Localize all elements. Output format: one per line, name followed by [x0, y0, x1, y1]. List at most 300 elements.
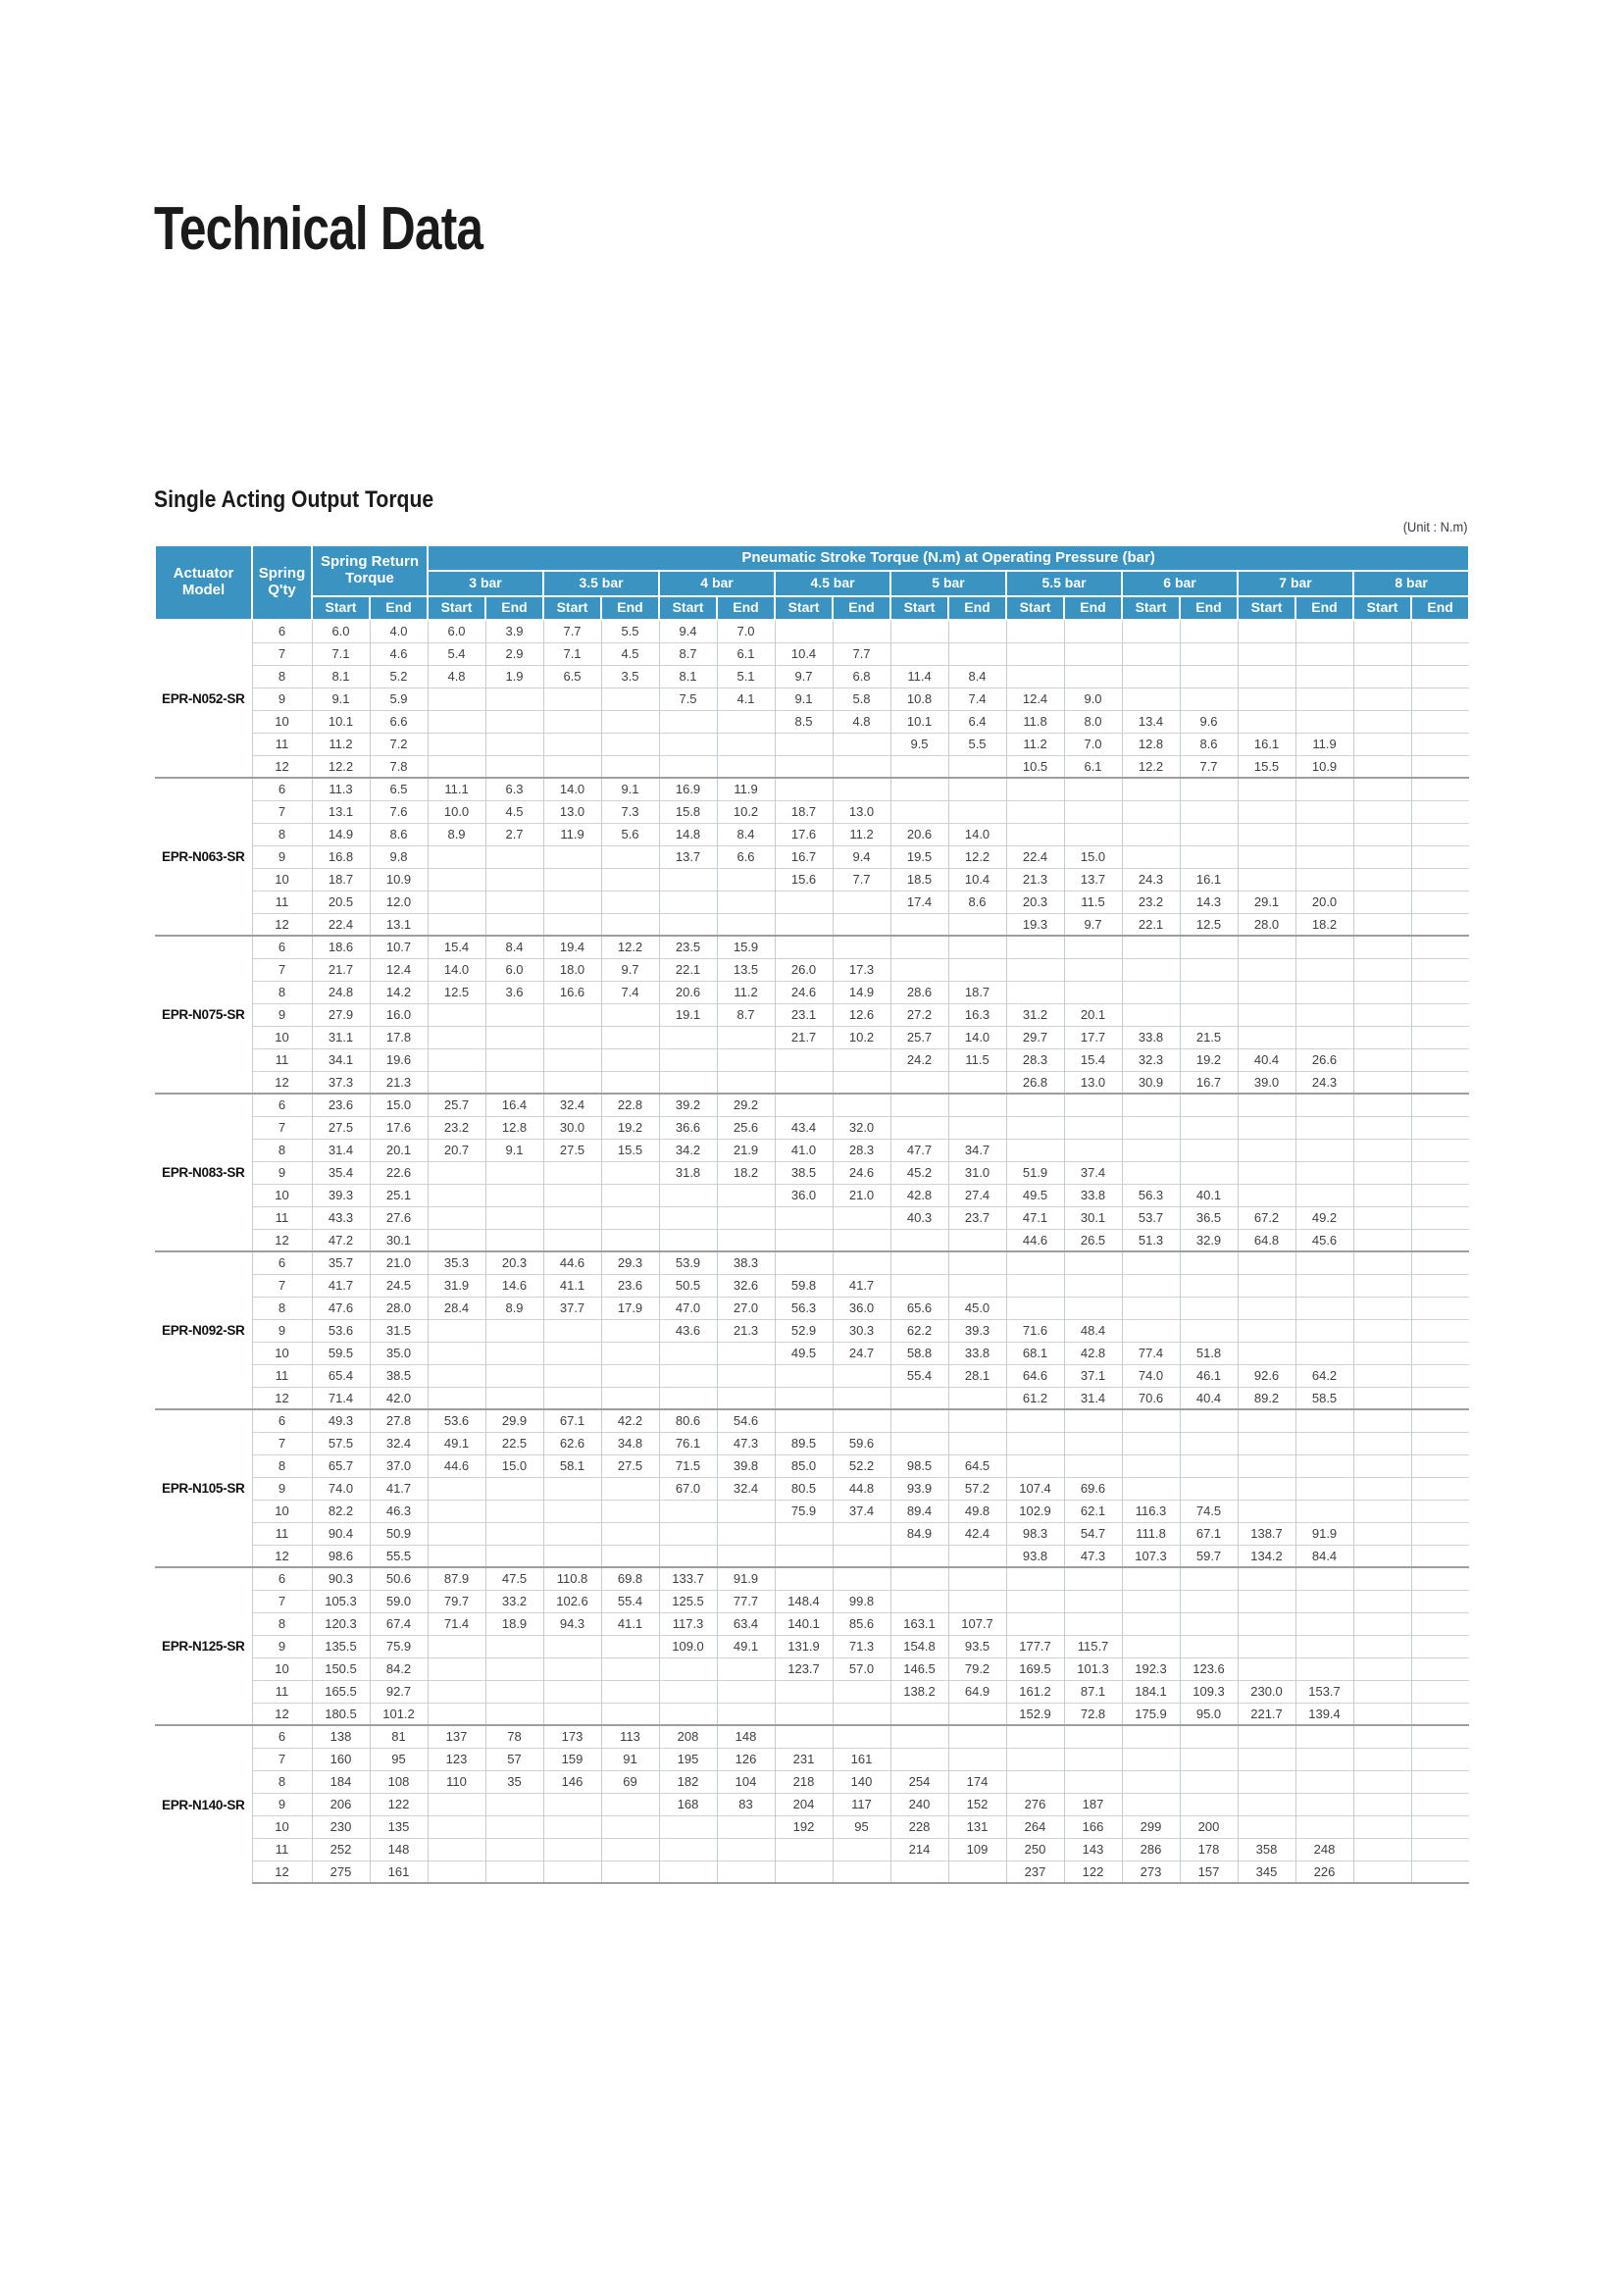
torque-value-cell [1238, 1094, 1295, 1116]
torque-value-cell: 12.2 [601, 936, 659, 958]
torque-value-cell: 19.2 [1180, 1048, 1238, 1071]
torque-value-cell: 102.6 [543, 1590, 601, 1612]
torque-value-cell: 15.4 [1064, 1048, 1122, 1071]
torque-value-cell: 58.5 [1295, 1387, 1353, 1409]
torque-value-cell [485, 1635, 543, 1657]
torque-value-cell [485, 1229, 543, 1251]
torque-value-cell [1122, 823, 1180, 845]
torque-value-cell: 74.0 [1122, 1364, 1180, 1387]
torque-value-cell: 37.1 [1064, 1364, 1122, 1387]
spring-return-start-cell: 34.1 [312, 1048, 370, 1071]
torque-value-cell: 15.5 [1238, 755, 1295, 778]
torque-value-cell: 17.9 [601, 1297, 659, 1319]
torque-value-cell [428, 688, 485, 710]
spring-qty-cell: 6 [252, 936, 312, 958]
torque-value-cell [543, 1048, 601, 1071]
torque-value-cell [1295, 1297, 1353, 1319]
torque-row [155, 642, 1469, 665]
torque-value-cell: 214 [890, 1838, 948, 1860]
torque-value-cell [1006, 1454, 1064, 1477]
torque-value-cell: 19.4 [543, 936, 601, 958]
torque-value-cell: 27.2 [890, 1003, 948, 1026]
torque-row [155, 1500, 1469, 1522]
torque-value-cell: 200 [1180, 1815, 1238, 1838]
torque-value-cell [485, 1657, 543, 1680]
torque-row [155, 1364, 1469, 1387]
torque-value-cell: 67.2 [1238, 1206, 1295, 1229]
torque-value-cell: 7.1 [543, 642, 601, 665]
torque-value-cell: 10.5 [1006, 755, 1064, 778]
torque-value-cell: 8.1 [659, 665, 717, 688]
torque-table-body [155, 620, 1469, 1883]
torque-value-cell: 71.3 [833, 1635, 890, 1657]
torque-row [155, 936, 1469, 958]
torque-value-cell [1238, 1657, 1295, 1680]
spring-return-end-cell: 38.5 [370, 1364, 428, 1387]
torque-value-cell: 9.1 [485, 1139, 543, 1161]
torque-value-cell [543, 688, 601, 710]
spring-return-start-cell: 82.2 [312, 1500, 370, 1522]
torque-value-cell [833, 1545, 890, 1567]
torque-value-cell [659, 1860, 717, 1883]
torque-value-cell [890, 913, 948, 936]
torque-value-cell [601, 891, 659, 913]
torque-value-cell [775, 1545, 833, 1567]
torque-value-cell: 7.0 [717, 620, 775, 642]
torque-value-cell: 228 [890, 1815, 948, 1838]
start-col-header: Start [312, 596, 370, 620]
torque-value-cell: 14.8 [659, 823, 717, 845]
spring-qty-cell: 8 [252, 1297, 312, 1319]
pressure-col-header-8: 8 bar [1353, 571, 1469, 596]
torque-value-cell: 25.6 [717, 1116, 775, 1139]
spring-return-start-cell: 37.3 [312, 1071, 370, 1094]
torque-value-cell [948, 1590, 1006, 1612]
torque-value-cell: 39.2 [659, 1094, 717, 1116]
torque-value-cell: 89.5 [775, 1432, 833, 1454]
torque-value-cell: 41.1 [543, 1274, 601, 1297]
spring-qty-cell: 9 [252, 1003, 312, 1026]
torque-value-cell [717, 1545, 775, 1567]
torque-value-cell [659, 1229, 717, 1251]
torque-value-cell [1411, 958, 1469, 981]
torque-value-cell [1353, 1793, 1411, 1815]
torque-value-cell [833, 1364, 890, 1387]
torque-value-cell [1122, 1612, 1180, 1635]
spring-return-end-cell: 25.1 [370, 1184, 428, 1206]
torque-value-cell [1238, 1342, 1295, 1364]
torque-value-cell [1064, 1094, 1122, 1116]
torque-value-cell: 6.1 [1064, 755, 1122, 778]
torque-value-cell: 65.6 [890, 1297, 948, 1319]
spring-return-end-cell: 10.7 [370, 936, 428, 958]
torque-value-cell [1180, 936, 1238, 958]
torque-value-cell [1122, 800, 1180, 823]
torque-value-cell [1238, 1116, 1295, 1139]
torque-value-cell [485, 1342, 543, 1364]
spring-return-end-cell: 50.6 [370, 1567, 428, 1590]
torque-value-cell [485, 1003, 543, 1026]
torque-row [155, 710, 1469, 733]
torque-value-cell [948, 642, 1006, 665]
torque-value-cell [1411, 1116, 1469, 1139]
torque-value-cell: 16.6 [543, 981, 601, 1003]
torque-value-cell: 18.2 [717, 1161, 775, 1184]
spring-return-start-cell: 160 [312, 1748, 370, 1770]
torque-value-cell [775, 1522, 833, 1545]
torque-value-cell: 20.0 [1295, 891, 1353, 913]
spring-return-start-cell: 47.6 [312, 1297, 370, 1319]
torque-value-cell: 56.3 [775, 1297, 833, 1319]
spring-return-start-cell: 65.4 [312, 1364, 370, 1387]
torque-value-cell: 33.2 [485, 1590, 543, 1612]
torque-value-cell [775, 620, 833, 642]
spring-qty-cell: 9 [252, 1793, 312, 1815]
torque-value-cell: 20.7 [428, 1139, 485, 1161]
torque-value-cell [1411, 868, 1469, 891]
spring-qty-cell: 8 [252, 1139, 312, 1161]
torque-value-cell [1122, 1409, 1180, 1432]
torque-value-cell [717, 913, 775, 936]
torque-value-cell: 76.1 [659, 1432, 717, 1454]
torque-value-cell [428, 1680, 485, 1703]
torque-value-cell: 6.6 [717, 845, 775, 868]
torque-value-cell [717, 868, 775, 891]
torque-value-cell: 8.6 [1180, 733, 1238, 755]
torque-value-cell: 59.8 [775, 1274, 833, 1297]
torque-value-cell [717, 1342, 775, 1364]
torque-value-cell [1353, 1522, 1411, 1545]
torque-value-cell: 20.3 [485, 1251, 543, 1274]
torque-value-cell: 187 [1064, 1793, 1122, 1815]
torque-value-cell [1006, 1251, 1064, 1274]
spring-return-start-cell: 14.9 [312, 823, 370, 845]
torque-value-cell [1411, 1048, 1469, 1071]
torque-value-cell [485, 868, 543, 891]
torque-value-cell: 10.2 [833, 1026, 890, 1048]
torque-value-cell [717, 1048, 775, 1071]
torque-row [155, 1184, 1469, 1206]
spring-return-start-cell: 43.3 [312, 1206, 370, 1229]
torque-value-cell: 78 [485, 1725, 543, 1748]
torque-row [155, 1071, 1469, 1094]
torque-value-cell [1295, 1477, 1353, 1500]
torque-value-cell [717, 1500, 775, 1522]
torque-value-cell: 44.6 [1006, 1229, 1064, 1251]
torque-value-cell: 134.2 [1238, 1545, 1295, 1567]
torque-value-cell [1353, 1748, 1411, 1770]
torque-value-cell: 28.3 [1006, 1048, 1064, 1071]
torque-value-cell [428, 1319, 485, 1342]
spring-qty-cell: 9 [252, 1319, 312, 1342]
torque-value-cell: 254 [890, 1770, 948, 1793]
torque-value-cell [1353, 1387, 1411, 1409]
torque-value-cell: 95 [833, 1815, 890, 1838]
torque-value-cell: 49.1 [428, 1432, 485, 1454]
torque-value-cell [948, 1409, 1006, 1432]
torque-value-cell: 7.5 [659, 688, 717, 710]
torque-value-cell [543, 1545, 601, 1567]
torque-value-cell: 12.2 [1122, 755, 1180, 778]
torque-value-cell [1353, 733, 1411, 755]
torque-value-cell [601, 688, 659, 710]
torque-value-cell [1411, 1387, 1469, 1409]
torque-value-cell [1064, 642, 1122, 665]
pressure-col-header-6: 6 bar [1122, 571, 1238, 596]
torque-value-cell: 40.4 [1180, 1387, 1238, 1409]
torque-value-cell: 47.1 [1006, 1206, 1064, 1229]
spring-return-end-cell: 42.0 [370, 1387, 428, 1409]
torque-value-cell [1180, 665, 1238, 688]
torque-value-cell [1180, 1635, 1238, 1657]
torque-value-cell [1295, 1026, 1353, 1048]
pneumatic-group-header: Pneumatic Stroke Torque (N.m) at Operating Pressure (bar) [428, 545, 1469, 571]
torque-value-cell [1064, 936, 1122, 958]
spring-qty-cell: 9 [252, 1161, 312, 1184]
torque-value-cell: 107.4 [1006, 1477, 1064, 1500]
spring-qty-cell: 11 [252, 1522, 312, 1545]
torque-value-cell [948, 1387, 1006, 1409]
spring-qty-cell: 9 [252, 1477, 312, 1500]
spring-return-end-cell: 4.6 [370, 642, 428, 665]
torque-value-cell: 178 [1180, 1838, 1238, 1860]
torque-value-cell: 11.4 [890, 665, 948, 688]
torque-value-cell: 34.7 [948, 1139, 1006, 1161]
spring-return-start-cell: 35.7 [312, 1251, 370, 1274]
torque-table [154, 544, 1470, 1884]
start-col-header: Start [543, 596, 601, 620]
pressure-col-header-5: 5.5 bar [1006, 571, 1122, 596]
torque-value-cell [428, 1838, 485, 1860]
torque-value-cell [601, 1206, 659, 1229]
torque-value-cell [1295, 665, 1353, 688]
header-row-groups [155, 545, 1469, 571]
torque-value-cell: 19.5 [890, 845, 948, 868]
spring-return-start-cell: 23.6 [312, 1094, 370, 1116]
torque-value-cell: 89.2 [1238, 1387, 1295, 1409]
spring-return-end-cell: 22.6 [370, 1161, 428, 1184]
torque-value-cell: 74.5 [1180, 1500, 1238, 1522]
spring-return-start-cell: 41.7 [312, 1274, 370, 1297]
torque-value-cell: 14.0 [428, 958, 485, 981]
torque-value-cell [833, 1567, 890, 1590]
torque-row [155, 1094, 1469, 1116]
spring-qty-cell: 9 [252, 845, 312, 868]
torque-value-cell [890, 1432, 948, 1454]
spring-qty-cell: 12 [252, 1860, 312, 1883]
spring-return-start-cell: 230 [312, 1815, 370, 1838]
torque-value-cell: 35 [485, 1770, 543, 1793]
torque-value-cell [659, 710, 717, 733]
torque-value-cell [428, 1342, 485, 1364]
torque-value-cell [890, 1860, 948, 1883]
torque-value-cell [485, 1545, 543, 1567]
torque-value-cell [1411, 1094, 1469, 1116]
torque-value-cell: 6.1 [717, 642, 775, 665]
torque-value-cell [775, 1071, 833, 1094]
torque-value-cell: 40.4 [1238, 1048, 1295, 1071]
torque-value-cell [833, 1094, 890, 1116]
spring-return-end-cell: 17.8 [370, 1026, 428, 1048]
torque-value-cell: 11.1 [428, 778, 485, 800]
torque-value-cell: 93.5 [948, 1635, 1006, 1657]
torque-value-cell: 7.7 [833, 868, 890, 891]
start-col-header: Start [659, 596, 717, 620]
torque-value-cell [1122, 1003, 1180, 1026]
torque-value-cell: 9.7 [775, 665, 833, 688]
torque-value-cell: 26.8 [1006, 1071, 1064, 1094]
torque-value-cell: 49.5 [1006, 1184, 1064, 1206]
torque-value-cell [1411, 1793, 1469, 1815]
torque-value-cell: 5.5 [601, 620, 659, 642]
torque-row [155, 891, 1469, 913]
torque-row [155, 620, 1469, 642]
end-col-header: End [1180, 596, 1238, 620]
torque-value-cell: 47.3 [717, 1432, 775, 1454]
torque-value-cell: 91.9 [1295, 1522, 1353, 1545]
torque-value-cell [485, 1026, 543, 1048]
torque-value-cell [1064, 1432, 1122, 1454]
torque-row [155, 1590, 1469, 1612]
torque-value-cell [890, 1387, 948, 1409]
torque-value-cell: 29.7 [1006, 1026, 1064, 1048]
torque-value-cell: 11.9 [543, 823, 601, 845]
torque-value-cell [659, 1545, 717, 1567]
torque-value-cell [1411, 1748, 1469, 1770]
torque-value-cell: 30.3 [833, 1319, 890, 1342]
torque-value-cell [775, 778, 833, 800]
torque-value-cell [890, 1094, 948, 1116]
torque-value-cell: 14.6 [485, 1274, 543, 1297]
torque-value-cell: 49.5 [775, 1342, 833, 1364]
torque-value-cell: 10.9 [1295, 755, 1353, 778]
torque-value-cell [601, 1635, 659, 1657]
spring-return-end-cell: 9.8 [370, 845, 428, 868]
torque-value-cell [659, 1206, 717, 1229]
torque-value-cell [428, 1229, 485, 1251]
torque-value-cell: 8.4 [948, 665, 1006, 688]
spring-return-start-cell: 18.6 [312, 936, 370, 958]
torque-value-cell [485, 688, 543, 710]
torque-value-cell: 51.9 [1006, 1161, 1064, 1184]
spring-qty-cell: 6 [252, 1725, 312, 1748]
actuator-model-cell: EPR-N063-SR [155, 778, 252, 936]
torque-value-cell [1180, 1454, 1238, 1477]
torque-value-cell: 139.4 [1295, 1703, 1353, 1725]
torque-value-cell [1122, 1635, 1180, 1657]
torque-value-cell [1353, 642, 1411, 665]
torque-value-cell [428, 868, 485, 891]
torque-value-cell: 26.0 [775, 958, 833, 981]
torque-value-cell [1295, 1251, 1353, 1274]
torque-value-cell: 67.0 [659, 1477, 717, 1500]
spring-return-start-cell: 24.8 [312, 981, 370, 1003]
torque-value-cell [717, 1229, 775, 1251]
torque-value-cell [717, 1703, 775, 1725]
torque-value-cell [717, 1387, 775, 1409]
torque-value-cell: 85.6 [833, 1612, 890, 1635]
torque-value-cell [833, 1680, 890, 1703]
torque-row [155, 981, 1469, 1003]
torque-value-cell: 8.6 [948, 891, 1006, 913]
torque-value-cell [1064, 958, 1122, 981]
spring-qty-cell: 12 [252, 1703, 312, 1725]
torque-value-cell [948, 1229, 1006, 1251]
torque-value-cell: 43.6 [659, 1319, 717, 1342]
torque-value-cell [1411, 620, 1469, 642]
torque-value-cell [1180, 688, 1238, 710]
torque-value-cell [1238, 1297, 1295, 1319]
torque-value-cell [601, 1522, 659, 1545]
torque-value-cell [1180, 1319, 1238, 1342]
torque-row [155, 1297, 1469, 1319]
torque-value-cell: 62.1 [1064, 1500, 1122, 1522]
torque-value-cell [890, 1116, 948, 1139]
torque-value-cell: 36.0 [775, 1184, 833, 1206]
spring-return-end-cell: 7.8 [370, 755, 428, 778]
torque-row [155, 1342, 1469, 1364]
torque-value-cell: 26.6 [1295, 1048, 1353, 1071]
torque-value-cell [1238, 823, 1295, 845]
torque-value-cell: 62.2 [890, 1319, 948, 1342]
torque-value-cell [1411, 1838, 1469, 1860]
torque-value-cell [1180, 1567, 1238, 1590]
torque-value-cell [1295, 800, 1353, 823]
torque-value-cell [428, 1364, 485, 1387]
spring-return-end-cell: 12.4 [370, 958, 428, 981]
torque-value-cell [717, 733, 775, 755]
torque-value-cell [1180, 1139, 1238, 1161]
torque-value-cell [1353, 1545, 1411, 1567]
torque-value-cell [601, 1657, 659, 1680]
torque-value-cell [485, 1387, 543, 1409]
torque-value-cell: 6.0 [428, 620, 485, 642]
torque-value-cell: 20.6 [659, 981, 717, 1003]
torque-value-cell [1353, 1139, 1411, 1161]
torque-value-cell: 51.8 [1180, 1342, 1238, 1364]
torque-value-cell: 31.9 [428, 1274, 485, 1297]
torque-value-cell: 8.5 [775, 710, 833, 733]
torque-value-cell [485, 1048, 543, 1071]
torque-value-cell: 53.7 [1122, 1206, 1180, 1229]
torque-value-cell [1295, 688, 1353, 710]
spring-qty-cell: 11 [252, 1206, 312, 1229]
torque-value-cell [833, 1206, 890, 1229]
torque-value-cell: 5.8 [833, 688, 890, 710]
torque-value-cell: 17.3 [833, 958, 890, 981]
torque-value-cell [1006, 1297, 1064, 1319]
torque-value-cell: 115.7 [1064, 1635, 1122, 1657]
torque-value-cell [1295, 1184, 1353, 1206]
torque-value-cell: 25.7 [428, 1094, 485, 1116]
torque-value-cell: 24.7 [833, 1342, 890, 1364]
torque-value-cell [890, 936, 948, 958]
torque-value-cell: 7.3 [601, 800, 659, 823]
spring-return-start-cell: 252 [312, 1838, 370, 1860]
spring-return-start-cell: 98.6 [312, 1545, 370, 1567]
torque-value-cell [1411, 1364, 1469, 1387]
torque-value-cell: 27.0 [717, 1297, 775, 1319]
torque-value-cell: 42.8 [1064, 1342, 1122, 1364]
torque-value-cell: 5.6 [601, 823, 659, 845]
torque-value-cell [890, 1748, 948, 1770]
torque-value-cell: 24.3 [1295, 1071, 1353, 1094]
torque-value-cell [1411, 1454, 1469, 1477]
spring-return-end-cell: 7.2 [370, 733, 428, 755]
torque-value-cell [1006, 1567, 1064, 1590]
torque-value-cell [601, 1680, 659, 1703]
torque-value-cell: 8.4 [717, 823, 775, 845]
